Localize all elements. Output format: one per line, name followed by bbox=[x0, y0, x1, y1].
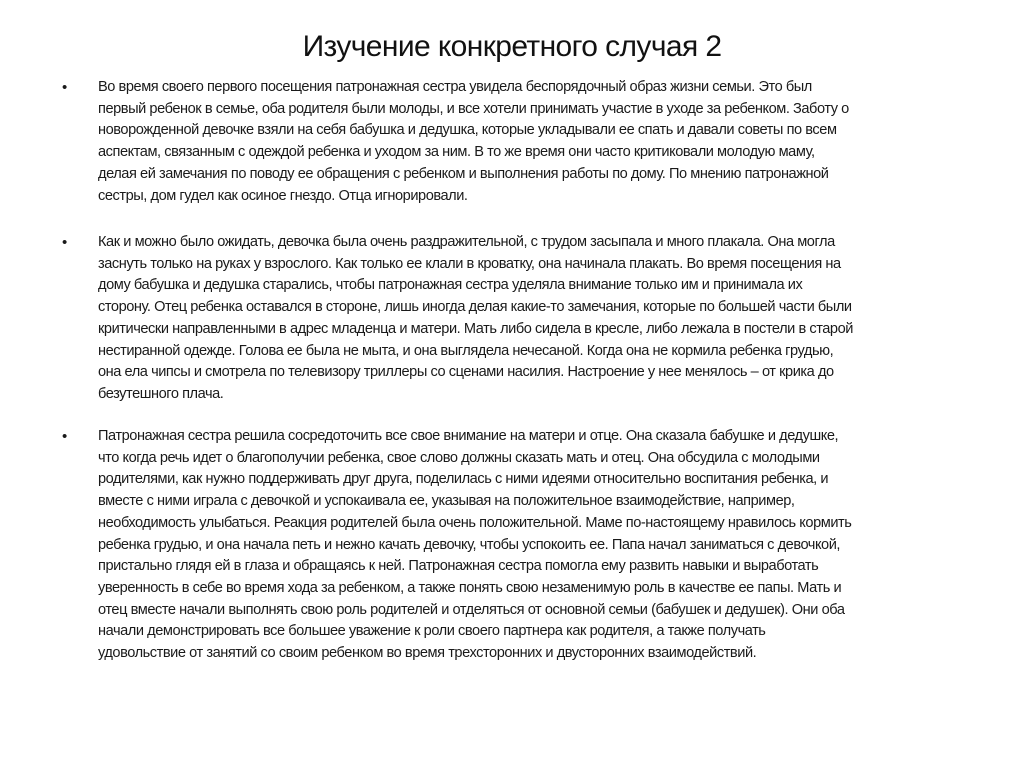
text-line: заснуть только на руках у взрослого. Как только ее клали в кроватку, она начинала плакать. Во время посещения на bbox=[98, 255, 841, 272]
text-line: безутешного плача. bbox=[98, 385, 224, 402]
text-line: дому бабушка и дедушка старались, чтобы патронажная сестра уделяла внимание только им и принимала их bbox=[98, 277, 803, 294]
text-line: пристально глядя ей в глаза и обращаясь к ней. Патронажная сестра помогла ему развить навыки и выработать bbox=[98, 558, 819, 575]
text-line: Как и можно было ожидать, девочка была очень раздражительной, с трудом засыпала и много плакала. Она могла bbox=[98, 234, 835, 250]
text-line: аспектам, связанным с одеждой ребенка и уходом за ним. В то же время они часто критиковали молодую маму, bbox=[98, 144, 815, 161]
text-line: начали демонстрировать все большее уважение к роли своего партнера как родителя, а также получать bbox=[98, 623, 766, 640]
text-line: новорожденной девочке взяли на себя бабушка и дедушка, которые укладывали ее спать и давали советы по всем bbox=[98, 122, 837, 139]
text-line: сестры, дом гудел как осиное гнездо. Отца игнорировали. bbox=[98, 187, 468, 204]
text-line: вместе с ними играла с девочкой и успокаивала ее, указывая на положительное взаимодействие, например, bbox=[98, 493, 795, 510]
bullet-icon: • bbox=[62, 428, 68, 445]
text-line: первый ребенок в семье, оба родителя были молоды, и все хотели принимать участие в уходе за ребенком. Заботу о bbox=[98, 100, 849, 117]
bullet-icon: • bbox=[62, 79, 68, 96]
text-line: делая ей замечания по поводу ее обращения с ребенком и выполнения работы по дому. По мнению патронажной bbox=[98, 165, 829, 182]
paragraph-text bbox=[98, 426, 851, 665]
paragraph-text bbox=[98, 232, 853, 406]
text-line: родителями, как нужно поддерживать друг друга, поделилась с ними идеями относительно воспитания ребенка, и bbox=[98, 471, 829, 488]
text-line: что когда речь идет о благополучии ребенка, свое слово должны сказать мать и отец. Она обсудила с молодыми bbox=[98, 449, 820, 466]
slide-title: Изучение конкретного случая 2 bbox=[302, 30, 722, 63]
paragraph-text bbox=[98, 77, 849, 207]
text-line: сторону. Отец ребенка оставался в стороне, лишь иногда делая какие-то замечания, которые по большей части были bbox=[98, 299, 852, 316]
text-line: отец вместе начали выполнять свою роль родителей и отделяться от основной семьи (бабушек и дедушек). Они оба bbox=[98, 601, 845, 618]
text-line: Во время своего первого посещения патронажная сестра увидела беспорядочный образ жизни семьи. Это был bbox=[98, 79, 812, 95]
text-line: она ела чипсы и смотрела по телевизору триллеры со сценами насилия. Настроение у нее менялось – от крика до bbox=[98, 364, 834, 381]
text-line: ребенка грудью, и она начала петь и нежно качать девочку, чтобы успокоить ее. Папа начал заниматься с девочкой, bbox=[98, 536, 841, 553]
text-line: необходимость улыбаться. Реакция родителей была очень положительной. Маме по-настоящему нравилось кормить bbox=[98, 514, 852, 531]
text-line: уверенность в себе во время хода за ребенком, а также понять свою незаменимую роль в качестве ее папы. Мать и bbox=[98, 579, 842, 596]
text-line: нестиранной одежде. Голова ее была не мыта, и она выглядела нечесаной. Когда она не кормила ребенка грудью, bbox=[98, 342, 834, 359]
text-line: критически направленными в адрес младенца и матери. Мать либо сидела в кресле, либо лежала в постели в старой bbox=[98, 320, 853, 337]
bullet-icon: • bbox=[62, 234, 68, 251]
text-line: удовольствие от занятий со своим ребенком во время трехсторонних и двусторонних взаимодействий. bbox=[98, 645, 757, 662]
text-line: Патронажная сестра решила сосредоточить все свое внимание на матери и отце. Она сказала бабушке и дедушке, bbox=[98, 428, 839, 444]
